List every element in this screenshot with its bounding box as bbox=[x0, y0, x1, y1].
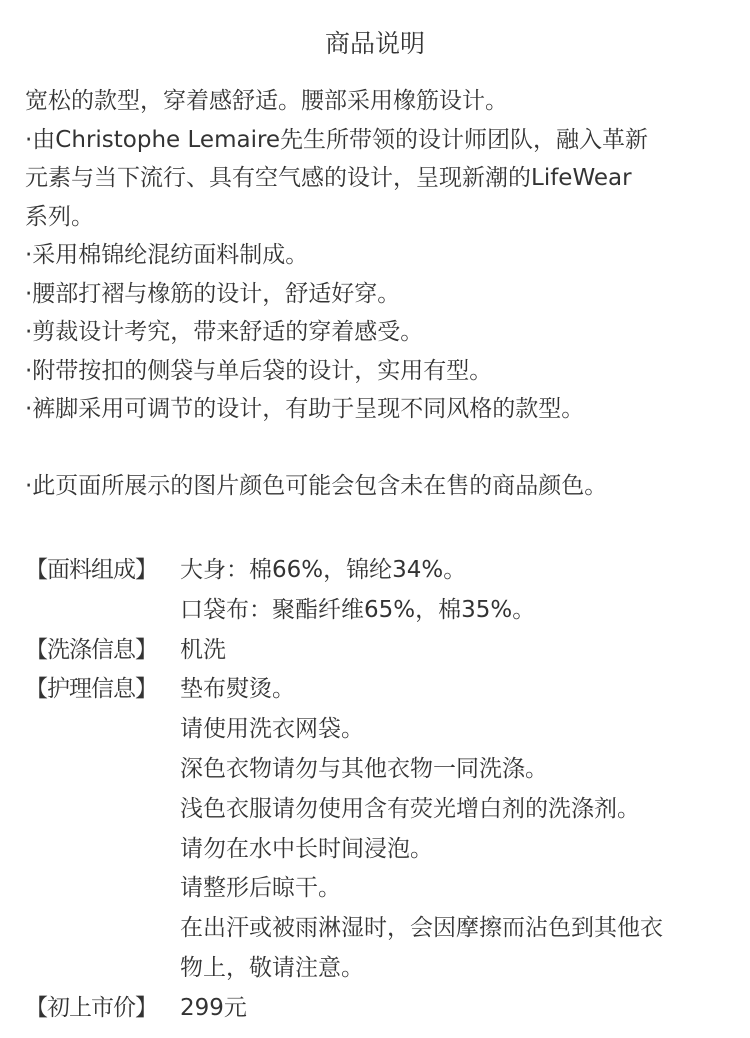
spec-care bbox=[25, 670, 735, 988]
spec-value: 299元 bbox=[180, 994, 247, 1021]
spacer bbox=[25, 429, 730, 467]
spec-value: 请勿在水中长时间浸泡。 bbox=[180, 835, 433, 862]
spec-material bbox=[25, 551, 735, 631]
spec-label: 【面料组成】 bbox=[25, 557, 157, 583]
spec-price bbox=[25, 989, 735, 1029]
description-line: 元素与当下流行、具有空气感的设计，呈现新潮的LifeWear bbox=[25, 165, 632, 191]
spec-value: 机洗 bbox=[180, 636, 226, 663]
spec-value: 垫布熨烫。 bbox=[180, 676, 295, 703]
description-line: ·裤脚采用可调节的设计，有助于呈现不同风格的款型。 bbox=[25, 396, 585, 422]
spec-value: 在出汗或被雨淋湿时，会因摩擦而沾色到其他衣 bbox=[180, 915, 663, 942]
spec-value: 请整形后晾干。 bbox=[180, 875, 341, 902]
description-line: 宽松的款型，穿着感舒适。腰部采用橡筋设计。 bbox=[25, 88, 508, 114]
description-line: ·腰部打褶与橡筋的设计，舒适好穿。 bbox=[25, 280, 401, 307]
description-line: ·采用棉锦纶混纺面料制成。 bbox=[25, 242, 309, 268]
spec-value: 物上，敬请注意。 bbox=[180, 954, 364, 981]
spec-label: 【护理信息】 bbox=[25, 676, 157, 703]
description-line: 系列。 bbox=[25, 203, 94, 230]
spec-value: 请使用洗衣网袋。 bbox=[180, 716, 364, 743]
description-line: ·由Christophe Lemaire先生所带领的设计师团队，融入革新 bbox=[25, 126, 649, 153]
spec-value: 深色衣物请勿与其他衣物一同洗涤。 bbox=[180, 755, 548, 782]
spec-values bbox=[180, 989, 735, 1029]
spec-value: 口袋布：聚酯纤维65%，棉35%。 bbox=[180, 596, 536, 623]
spec-values bbox=[180, 631, 735, 671]
page-title: 商品说明 bbox=[324, 29, 425, 58]
color-note: ·此页面所展示的图片颜色可能会包含未在售的商品颜色。 bbox=[25, 472, 608, 499]
spec-washing bbox=[25, 631, 735, 671]
spec-label: 【洗涤信息】 bbox=[25, 636, 157, 663]
product-specs bbox=[25, 551, 735, 1029]
description-line: ·剪裁设计考究，带来舒适的穿着感受。 bbox=[25, 319, 424, 345]
product-description bbox=[25, 82, 730, 505]
spec-value: 大身：棉66%，锦纶34%。 bbox=[180, 557, 467, 583]
spec-values bbox=[180, 551, 735, 631]
description-line: ·附带按扣的侧袋与单后袋的设计，实用有型。 bbox=[25, 357, 493, 384]
spec-values bbox=[180, 670, 735, 988]
spec-label: 【初上市价】 bbox=[25, 994, 157, 1021]
spec-value: 浅色衣服请勿使用含有荧光增白剂的洗涤剂。 bbox=[180, 795, 640, 822]
